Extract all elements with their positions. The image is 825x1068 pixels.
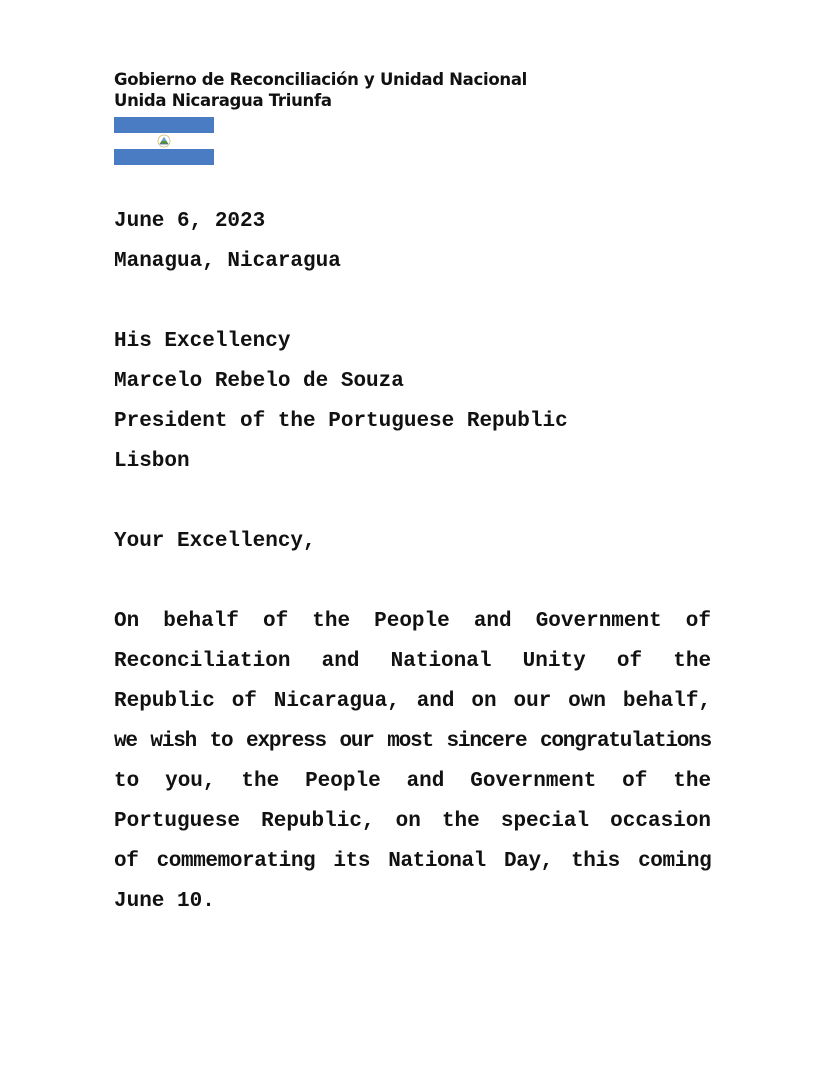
letter-greeting: Your Excellency, [114, 530, 316, 553]
recipient-name: Marcelo Rebelo de Souza [114, 370, 404, 393]
nicaragua-flag-icon [114, 117, 214, 165]
letter-body [114, 610, 711, 930]
body-line: June 10. [114, 890, 215, 913]
letter-place: Managua, Nicaragua [114, 250, 341, 273]
flag-middle-stripe [114, 133, 214, 149]
letterhead-slogan: Unida Nicaragua Triunfa [114, 91, 332, 110]
body-line: of commemorating its National Day, this coming [114, 850, 712, 873]
recipient-position: President of the Portuguese Republic [114, 410, 568, 433]
body-line: we wish to express our most sincere congratulations [114, 730, 711, 753]
recipient-title: His Excellency [114, 330, 291, 353]
coat-of-arms-icon [157, 134, 171, 148]
body-line: to you, the People and Government of the [114, 770, 712, 793]
letter-date: June 6, 2023 [114, 210, 266, 233]
body-line: Reconciliation and National Unity of the [114, 650, 712, 673]
recipient-city: Lisbon [114, 450, 190, 473]
body-line: Republic of Nicaragua, and on our own behalf, [114, 690, 712, 713]
flag-bottom-stripe [114, 149, 214, 165]
body-line: On behalf of the People and Government of [114, 610, 711, 633]
flag-top-stripe [114, 117, 214, 133]
body-line: Portuguese Republic, on the special occasion [114, 810, 711, 833]
letterhead-government-name: Gobierno de Reconciliación y Unidad Nacional [114, 70, 528, 89]
letterhead [114, 69, 527, 111]
